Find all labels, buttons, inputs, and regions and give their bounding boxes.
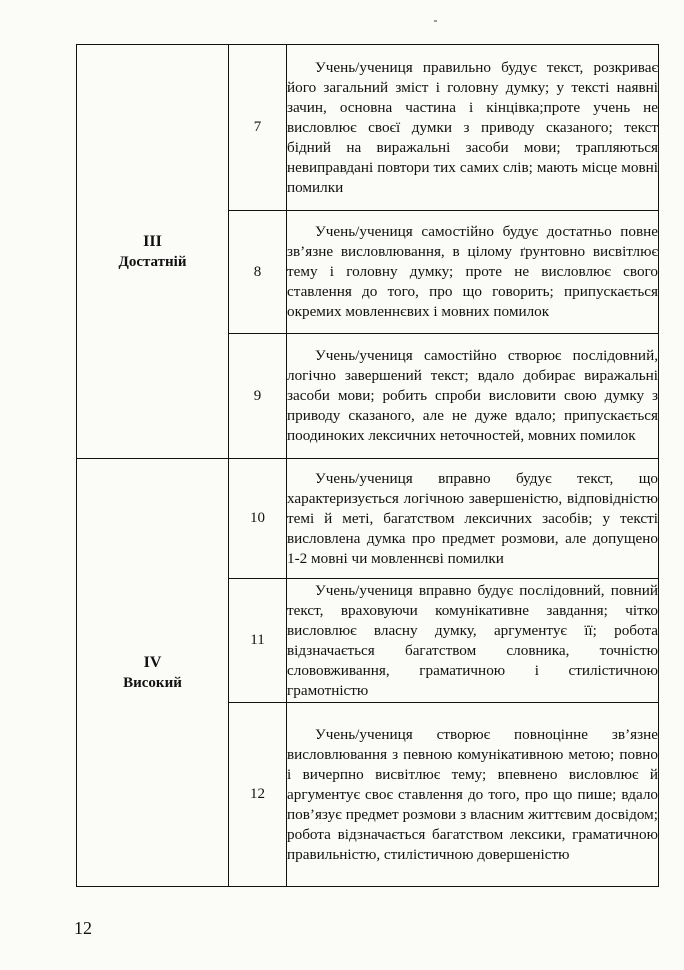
level-roman-numeral: III: [143, 232, 162, 250]
page-number: 12: [74, 918, 92, 938]
criteria-description: Учень/учениця правильно будує текст, розкриває його загальний зміст і головну думку; у тексті наявні зачин, основна частина і кінцівка;проте учень не висловлює своєї думки з приводу сказаного; текст бідний на виражальні засоби мови; трапляються невиправдані повтори тих самих слів; мають місце мовні помилки: [287, 45, 659, 211]
score-cell: 11: [229, 579, 287, 703]
criteria-description: Учень/учениця вправно будує послідовний, повний текст, враховуючи комунікативне завдання; чітко висловлює власну думку, аргументує її; робота відзначається багатством словника, точністю слововживання, граматичною і стилістичною грамотністю: [287, 579, 659, 703]
level-name: Достатній: [118, 253, 187, 270]
criteria-description: Учень/учениця створює повноцінне зв’язне висловлювання з певною комунікативною метою; повно і вичерпно висвітлює тему; впевнено висловлює й аргументує своє ставлення до того, про що пише; вдало пов’язує предмет розмови з власним життєвим досвідом; робота відзначається багатством лексики, граматичною правильністю, стилістичною довершеністю: [287, 703, 659, 887]
table-row: [77, 459, 659, 579]
grading-criteria-table: [76, 44, 659, 887]
score-cell: 10: [229, 459, 287, 579]
level-name: Високий: [123, 674, 182, 691]
criteria-description: Учень/учениця вправно будує текст, що характеризується логічною завершеністю, відповідністю темі й меті, багатством лексичних засобів; у тексті висловлена думка про предмет розмови, але допущено 1-2 мовні чи мовленнєві помилки: [287, 459, 659, 579]
score-cell: 7: [229, 45, 287, 211]
level-roman-numeral: IV: [143, 653, 162, 671]
criteria-description: Учень/учениця самостійно створює послідовний, логічно завершений текст; вдало добирає виражальні засоби мови; робить спроби висловити свою думку з приводу сказаного, але не дуже вдало; припускається поодиноких лексичних неточностей, мовних помилок: [287, 334, 659, 459]
table-row: [77, 45, 659, 211]
ink-speck: [434, 20, 437, 22]
level-cell-sufficient: [77, 45, 229, 459]
level-cell-high: [77, 459, 229, 887]
criteria-description: Учень/учениця самостійно будує достатньо повне зв’язне висловлювання, в цілому ґрунтовно висвітлює тему і головну думку; проте не висловлює свого ставлення до того, про що говорить; припускається окремих мовленнєвих і мовних помилок: [287, 211, 659, 334]
score-cell: 8: [229, 211, 287, 334]
score-cell: 9: [229, 334, 287, 459]
score-cell: 12: [229, 703, 287, 887]
